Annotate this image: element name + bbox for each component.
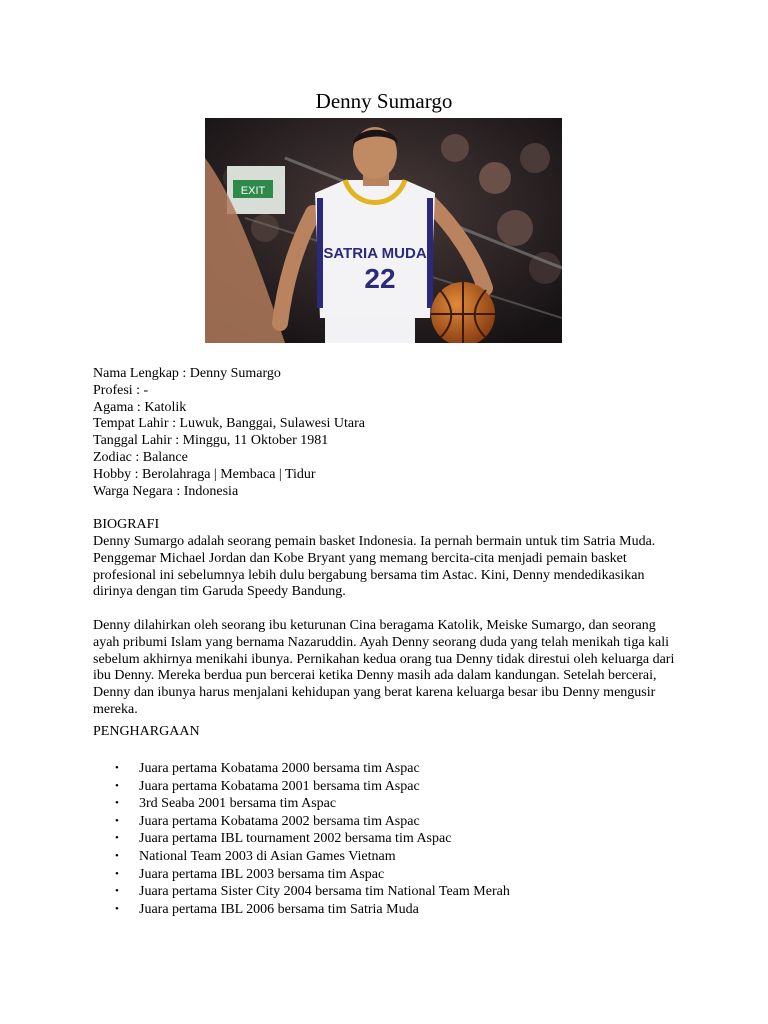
profile-item: Nama Lengkap : Denny Sumargo [93, 366, 281, 381]
profile-item: Zodiac : Balance [93, 449, 188, 465]
biography-paragraph: Denny dilahirkan oleh seorang ibu keturunan Cina beragama Katolik, Meiske Sumargo, dan seorang ayah pribumi Islam yang bernama Nazaruddin. Ayah Denny seorang duda yang telah menikah tiga kali sebelum akhirnya menikahi ibunya. Pernikahan kedua orang tua Denny tidak direstui oleh keluarga dari ibu Denny. Mereka berdua pun bercerai ketika Denny masih ada dalam kandungan. Setelah bercerai, Denny dan ibunya harus menjalani kehidupan yang berat karena keluarga besar ibu Denny mengusir mereka. [93, 618, 675, 717]
list-item [93, 848, 693, 866]
basketball-player-photo-icon [205, 118, 562, 343]
profile-item: Agama : Katolik [93, 399, 187, 415]
bullet-icon: • [115, 867, 119, 880]
award-text: 3rd Seaba 2001 bersama tim Aspac [139, 796, 337, 812]
bullet-icon: • [115, 814, 119, 827]
list-item [93, 760, 693, 778]
list-item [93, 901, 693, 919]
award-text: Juara pertama Kobatama 2002 bersama tim Aspac [139, 813, 420, 829]
awards-heading: PENGHARGAAN [93, 724, 200, 739]
profile-item: Profesi : - [93, 382, 149, 398]
bullet-icon: • [115, 885, 119, 898]
svg-text:EXIT: EXIT [240, 185, 266, 197]
bullet-icon: • [115, 849, 119, 862]
biography-paragraph: Denny Sumargo adalah seorang pemain basket Indonesia. Ia pernah bermain untuk tim Satria Muda. Penggemar Michael Jordan dan Kobe Bryant yang memang bercita-cita menjadi pemain basket profesional ini sebelumnya lebih dulu bergabung bersama tim Astac. Kini, Denny mendedikasikan dirinya dengan tim Garuda Speedy Bandung. [93, 534, 656, 600]
award-text: Juara pertama IBL 2003 bersama tim Aspac [139, 866, 385, 882]
bullet-icon: • [115, 902, 119, 915]
profile-item: Tempat Lahir : Luwuk, Banggai, Sulawesi Utara [93, 416, 365, 432]
award-text: Juara pertama Kobatama 2000 bersama tim Aspac [139, 761, 420, 776]
biography-heading: BIOGRAFI [93, 517, 160, 532]
bullet-icon: • [115, 797, 119, 810]
player-photo [205, 118, 562, 343]
award-text: Juara pertama Kobatama 2001 bersama tim Aspac [139, 778, 420, 794]
award-text: National Team 2003 di Asian Games Vietnam [139, 848, 396, 864]
bullet-icon: • [115, 832, 119, 845]
award-text: Juara pertama Sister City 2004 bersama tim National Team Merah [139, 884, 510, 900]
list-item [93, 795, 693, 813]
svg-text:SATRIA MUDA: SATRIA MUDA [323, 245, 427, 262]
list-item [93, 778, 693, 796]
bullet-icon: • [115, 762, 119, 774]
list-item [93, 830, 693, 848]
award-text: Juara pertama IBL 2006 bersama tim Satria Muda [139, 901, 419, 917]
profile-item: Warga Negara : Indonesia [93, 483, 239, 499]
bullet-icon: • [115, 779, 119, 792]
profile-list [93, 366, 693, 500]
list-item [93, 813, 693, 831]
list-item [93, 883, 693, 901]
list-item [93, 866, 693, 884]
profile-item: Tanggal Lahir : Minggu, 11 Oktober 1981 [93, 433, 329, 449]
profile-item: Hobby : Berolahraga | Membaca | Tidur [93, 466, 316, 482]
page-title: Denny Sumargo [315, 89, 453, 113]
award-text: Juara pertama IBL tournament 2002 bersama tim Aspac [139, 831, 452, 847]
awards-list [93, 760, 693, 918]
svg-text:22: 22 [364, 263, 396, 294]
